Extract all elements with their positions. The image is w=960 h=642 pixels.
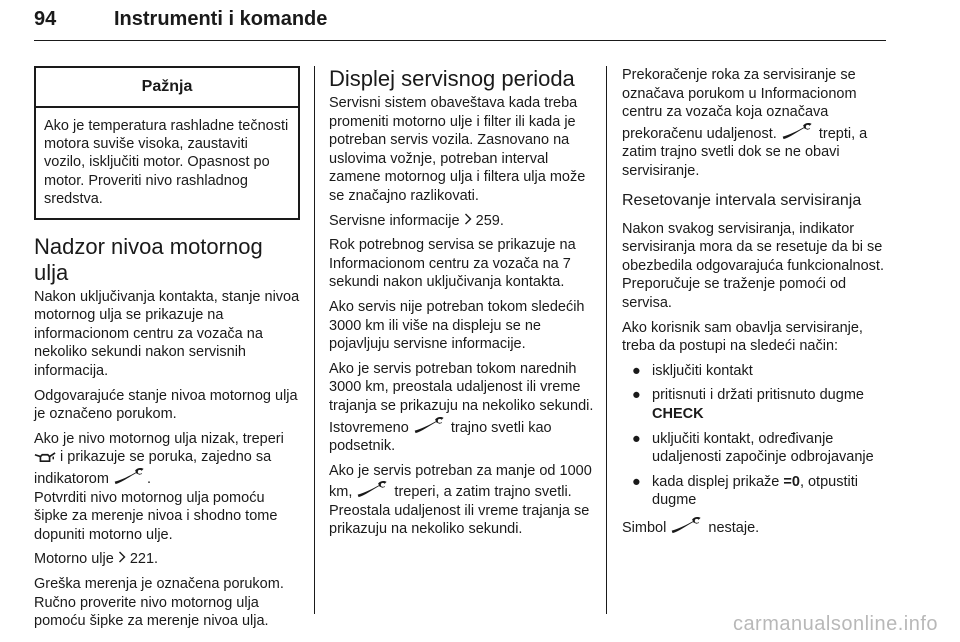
section-heading-service-display: Displej servisnog perioda xyxy=(329,66,575,91)
wrench-icon xyxy=(670,516,704,535)
paragraph: Servisni sistem obaveštava kada treba promeniti motorno ulje i filter ili kada je potreban servis vozila. Zasnovano na uslovima vožnje, potreban interval zamene motornog ulja i filtera ulja može se značajno razlikovati. xyxy=(329,95,586,204)
list-item: ● uključiti kontakt, određivanje udaljenosti započinje odbrojavanje xyxy=(632,430,874,466)
paragraph: Ako servis nije potreban tokom sledećih 3000 km ili više na displeju se ne pojavljuju servisne informacije. xyxy=(329,298,585,353)
list-item: ● isključiti kontakt xyxy=(632,362,753,379)
bullet-icon: ● xyxy=(632,362,641,379)
page-reference-arrow-icon xyxy=(118,551,126,563)
column-3 xyxy=(622,66,888,543)
check-button-label: CHECK xyxy=(652,405,704,422)
bullet-icon: ● xyxy=(632,387,641,404)
wrench-icon xyxy=(113,467,147,486)
display-value: =0 xyxy=(783,473,800,490)
oil-can-icon xyxy=(34,451,56,464)
wrench-icon xyxy=(781,122,815,141)
page-reference-arrow-icon xyxy=(464,213,472,225)
paragraph: Ako je servis potreban za manje od 1000 km, treperi, a zatim trajno svetli. Preostala udaljenost ili vreme trajanja se prikazuju na nekoliko sekundi. xyxy=(329,462,592,538)
list-item: ● pritisnuti i držati pritisnuto dugme CHECK xyxy=(632,387,864,422)
watermark: carmanualsonline.info xyxy=(732,613,938,635)
paragraph: Odgovarajuće stanje nivoa motornog ulja je označeno porukom. xyxy=(34,387,298,423)
section-heading-oil-level: Nadzor nivoa motornog ulja xyxy=(34,233,263,285)
paragraph: Greška merenja je označena porukom. Ručno proverite nivo motornog ulja pomoću šipke za merenje nivoa ulja. xyxy=(34,575,284,630)
section-heading-reset-interval: Resetovanje intervala servisiranja xyxy=(622,191,862,209)
page-header xyxy=(34,8,327,31)
paragraph: Nakon svakog servisiranja, indikator servisiranja mora da se resetuje da bi se obezbedila odgovarajuća funkcionalnost. Preporučuje se traženje pomoći od servisa. xyxy=(622,220,884,311)
paragraph: Ako je nivo motornog ulja nizak, treperi i prikazuje se poruka, zajedno sa indikatorom . Potvrditi nivo motornog ulja pomoću šipke za merenje nivoa i shodno tome dopuniti motorno ulje. xyxy=(34,430,284,543)
warning-box xyxy=(34,66,300,220)
column-1 xyxy=(34,66,300,637)
page-title: Instrumenti i komande xyxy=(114,8,328,30)
warning-title: Pažnja xyxy=(36,68,298,108)
page-number: 94 xyxy=(34,8,57,30)
paragraph: Nakon uključivanja kontakta, stanje nivoa motornog ulja se prikazuje na informacionom centru za vozača na nekoliko sekundi nakon servisnih informacija. xyxy=(34,288,300,379)
column-divider-1 xyxy=(314,66,315,614)
paragraph: Simbol nestaje. xyxy=(622,516,888,538)
bullet-icon: ● xyxy=(632,430,641,447)
paragraph: Ako korisnik sam obavlja servisiranje, treba da postupi na sledeći način: xyxy=(622,319,863,355)
paragraph: Prekoračenje roka za servisiranje se označava porukom u Informacionom centru za vozača koja označava prekoračenu udaljenost. trepti, a zatim trajno svetli dok se ne obavi servisiranje. xyxy=(622,67,868,179)
wrench-icon xyxy=(413,416,447,435)
paragraph: Ako je servis potreban tokom narednih 3000 km, preostala udaljenost ili vreme trajanja se prikazuju na nekoliko sekundi. Istovremeno trajno svetli kao podsetnik. xyxy=(329,360,594,455)
cross-reference: Motorno ulje 221. xyxy=(34,551,159,568)
column-2 xyxy=(329,66,595,545)
cross-reference: Servisne informacije 259. xyxy=(329,212,504,229)
warning-text: Ako je temperatura rashladne tečnosti motora suviše visoka, zaustaviti vozilo, isključiti motor. Opasnost po motor. Proveriti nivo rashladnog sredstva. xyxy=(44,117,289,208)
wrench-icon xyxy=(356,480,390,499)
paragraph: Rok potrebnog servisa se prikazuje na Informacionom centru za vozača na 7 sekundi nakon uključivanja kontakta. xyxy=(329,237,576,291)
header-rule xyxy=(34,40,886,41)
column-divider-2 xyxy=(606,66,607,614)
bullet-icon: ● xyxy=(632,473,641,490)
list-item: ● kada displej prikaže =0, otpustiti dugme xyxy=(632,473,858,509)
